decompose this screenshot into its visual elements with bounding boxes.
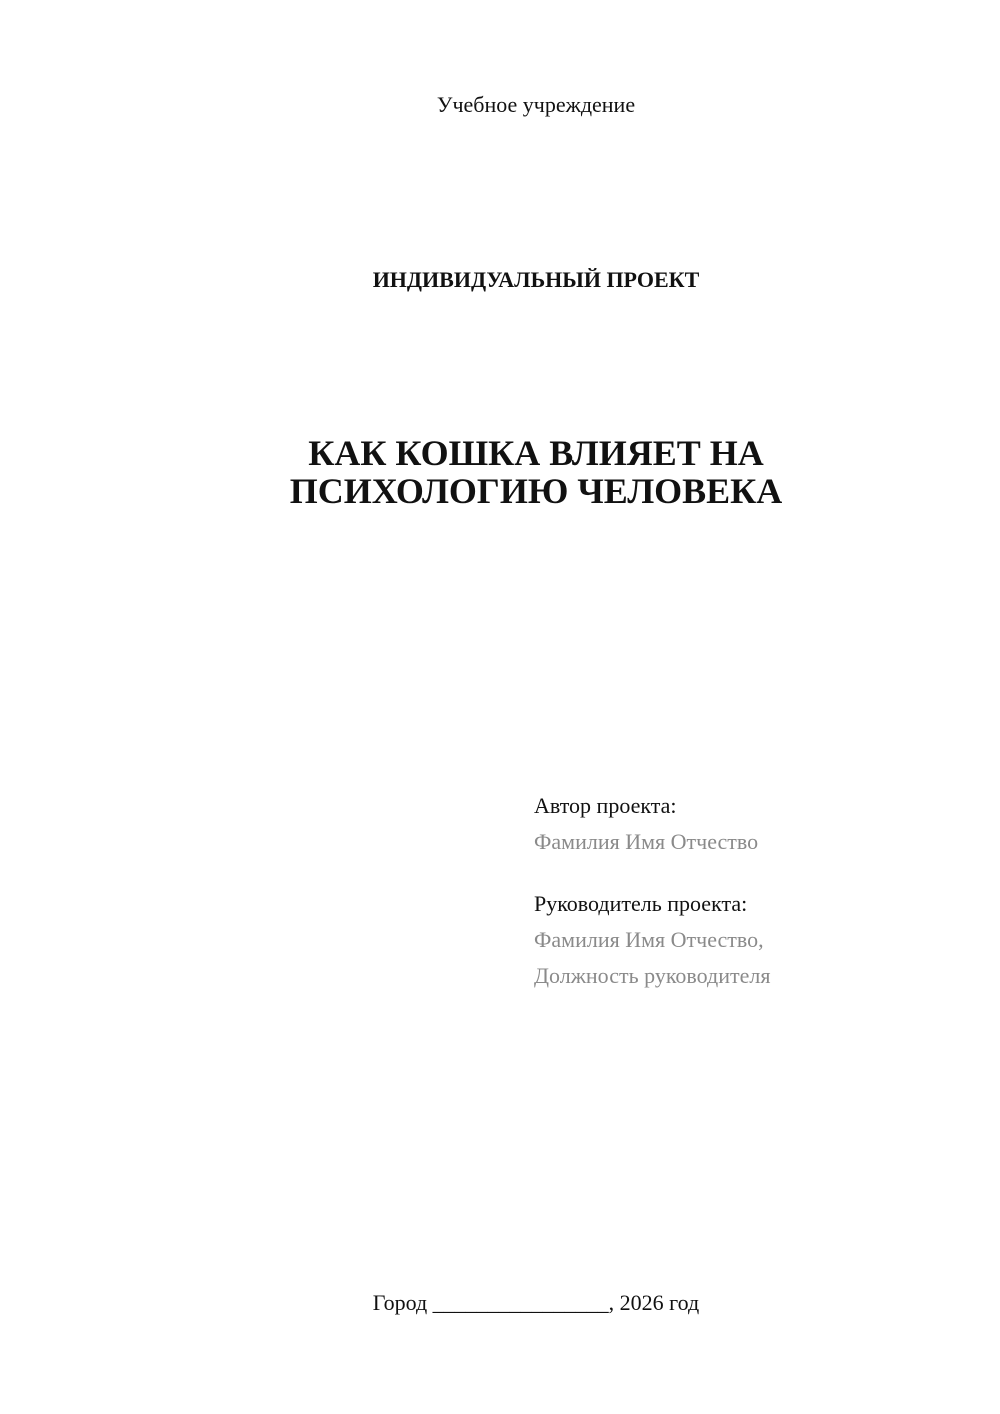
project-title: [72, 434, 1000, 510]
project-title-line-1: КАК КОШКА ВЛИЯЕТ НА: [308, 433, 764, 473]
city-year-line: Город ________________, 2026 год: [372, 1290, 700, 1315]
supervisor-label: Руководитель проекта:: [534, 891, 748, 916]
project-type-heading: ИНДИВИДУАЛЬНЫЙ ПРОЕКТ: [372, 267, 700, 292]
author-label: Автор проекта:: [534, 793, 677, 818]
credits-block: [534, 788, 770, 994]
institution-name: Учебное учреждение: [436, 92, 636, 117]
supervisor-name: Фамилия Имя Отчество,: [534, 927, 764, 952]
author-name: Фамилия Имя Отчество: [534, 829, 759, 854]
credits-spacer: [534, 860, 770, 886]
project-title-line-2: ПСИХОЛОГИЮ ЧЕЛОВЕКА: [289, 471, 783, 511]
supervisor-position: Должность руководителя: [534, 963, 771, 988]
